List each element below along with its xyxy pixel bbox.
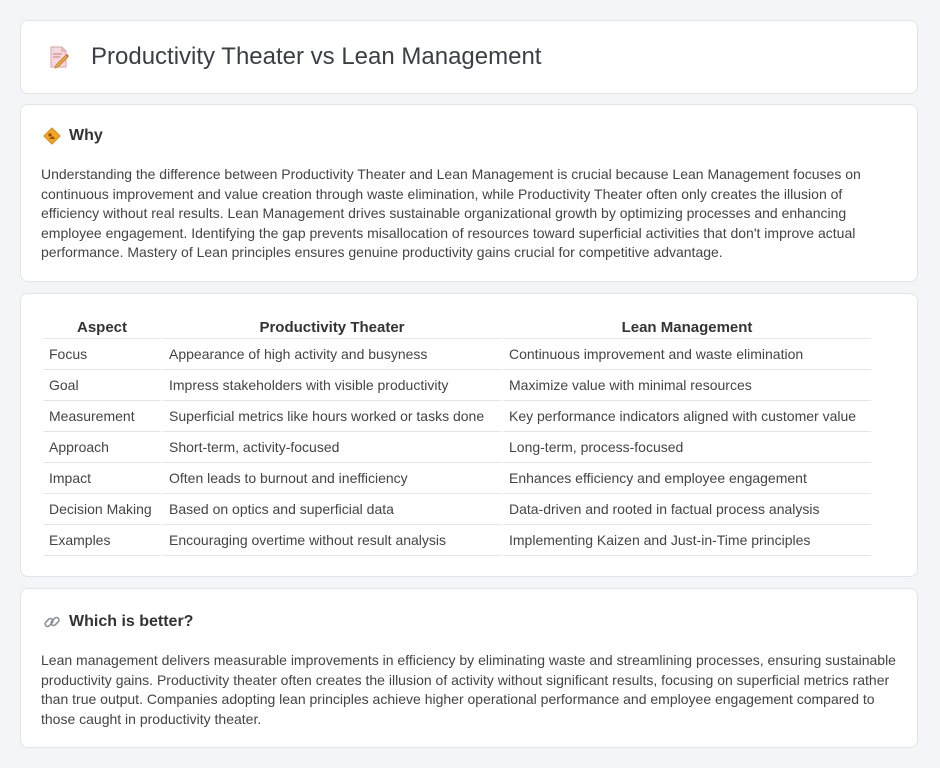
which-is-better-section <box>20 588 918 748</box>
table-cell: Superficial metrics like hours worked or tasks done <box>163 401 501 432</box>
table-cell: Continuous improvement and waste elimination <box>503 339 871 370</box>
table-row <box>43 432 871 463</box>
table-row <box>43 401 871 432</box>
comparison-table <box>41 316 873 556</box>
table-row <box>43 339 871 370</box>
better-heading: Which is better? <box>69 613 194 630</box>
table-row <box>43 463 871 494</box>
table-cell: Short-term, activity-focused <box>163 432 501 463</box>
document-pencil-icon <box>47 45 71 69</box>
table-cell: Measurement <box>43 401 161 432</box>
table-cell: Based on optics and superficial data <box>163 494 501 525</box>
better-text: Lean management delivers measurable improvements in efficiency by eliminating waste and streamlining processes, ensuring sustainable productivity gains. Productivity theater often creates the illusion of activity without significant results, focusing on superficial metrics rather than true output. Companies adopting lean principles achieve higher operational performance and employee engagement compared to those caught in productivity theater. <box>41 652 896 727</box>
page-title: Productivity Theater vs Lean Management <box>91 43 542 70</box>
table-cell: Maximize value with minimal resources <box>503 370 871 401</box>
table-cell: Key performance indicators aligned with customer value <box>503 401 871 432</box>
table-cell: Implementing Kaizen and Just-in-Time principles <box>503 525 871 556</box>
comparison-section <box>20 293 918 577</box>
table-row <box>43 525 871 556</box>
table-cell: Encouraging overtime without result analysis <box>163 525 501 556</box>
table-cell: Impact <box>43 463 161 494</box>
header-card <box>20 20 918 94</box>
table-cell: Enhances efficiency and employee engagement <box>503 463 871 494</box>
link-icon <box>43 613 61 631</box>
table-header-row <box>43 316 871 339</box>
table-cell: Examples <box>43 525 161 556</box>
column-header: Aspect <box>43 316 161 339</box>
table-cell: Data-driven and rooted in factual process analysis <box>503 494 871 525</box>
why-heading: Why <box>69 127 103 144</box>
table-cell: Long-term, process-focused <box>503 432 871 463</box>
table-cell: Appearance of high activity and busyness <box>163 339 501 370</box>
table-cell: Goal <box>43 370 161 401</box>
table-cell: Approach <box>43 432 161 463</box>
column-header: Productivity Theater <box>163 316 501 339</box>
diamond-sign-icon <box>43 127 61 145</box>
column-header: Lean Management <box>503 316 871 339</box>
table-cell: Focus <box>43 339 161 370</box>
table-row <box>43 494 871 525</box>
why-text: Understanding the difference between Productivity Theater and Lean Management is crucial because Lean Management focuses on continuous improvement and value creation through waste elimination, while Productivity Theater often only creates the illusion of efficiency without real results. Lean Management drives sustainable organizational growth by optimizing processes and enhancing employee engagement. Identifying the gap prevents misallocation of resources toward superficial activities that don't improve actual performance. Mastery of Lean principles ensures genuine productivity gains crucial for competitive advantage. <box>41 166 861 261</box>
table-cell: Impress stakeholders with visible productivity <box>163 370 501 401</box>
table-row <box>43 370 871 401</box>
why-section <box>20 104 918 282</box>
table-cell: Decision Making <box>43 494 161 525</box>
table-cell: Often leads to burnout and inefficiency <box>163 463 501 494</box>
